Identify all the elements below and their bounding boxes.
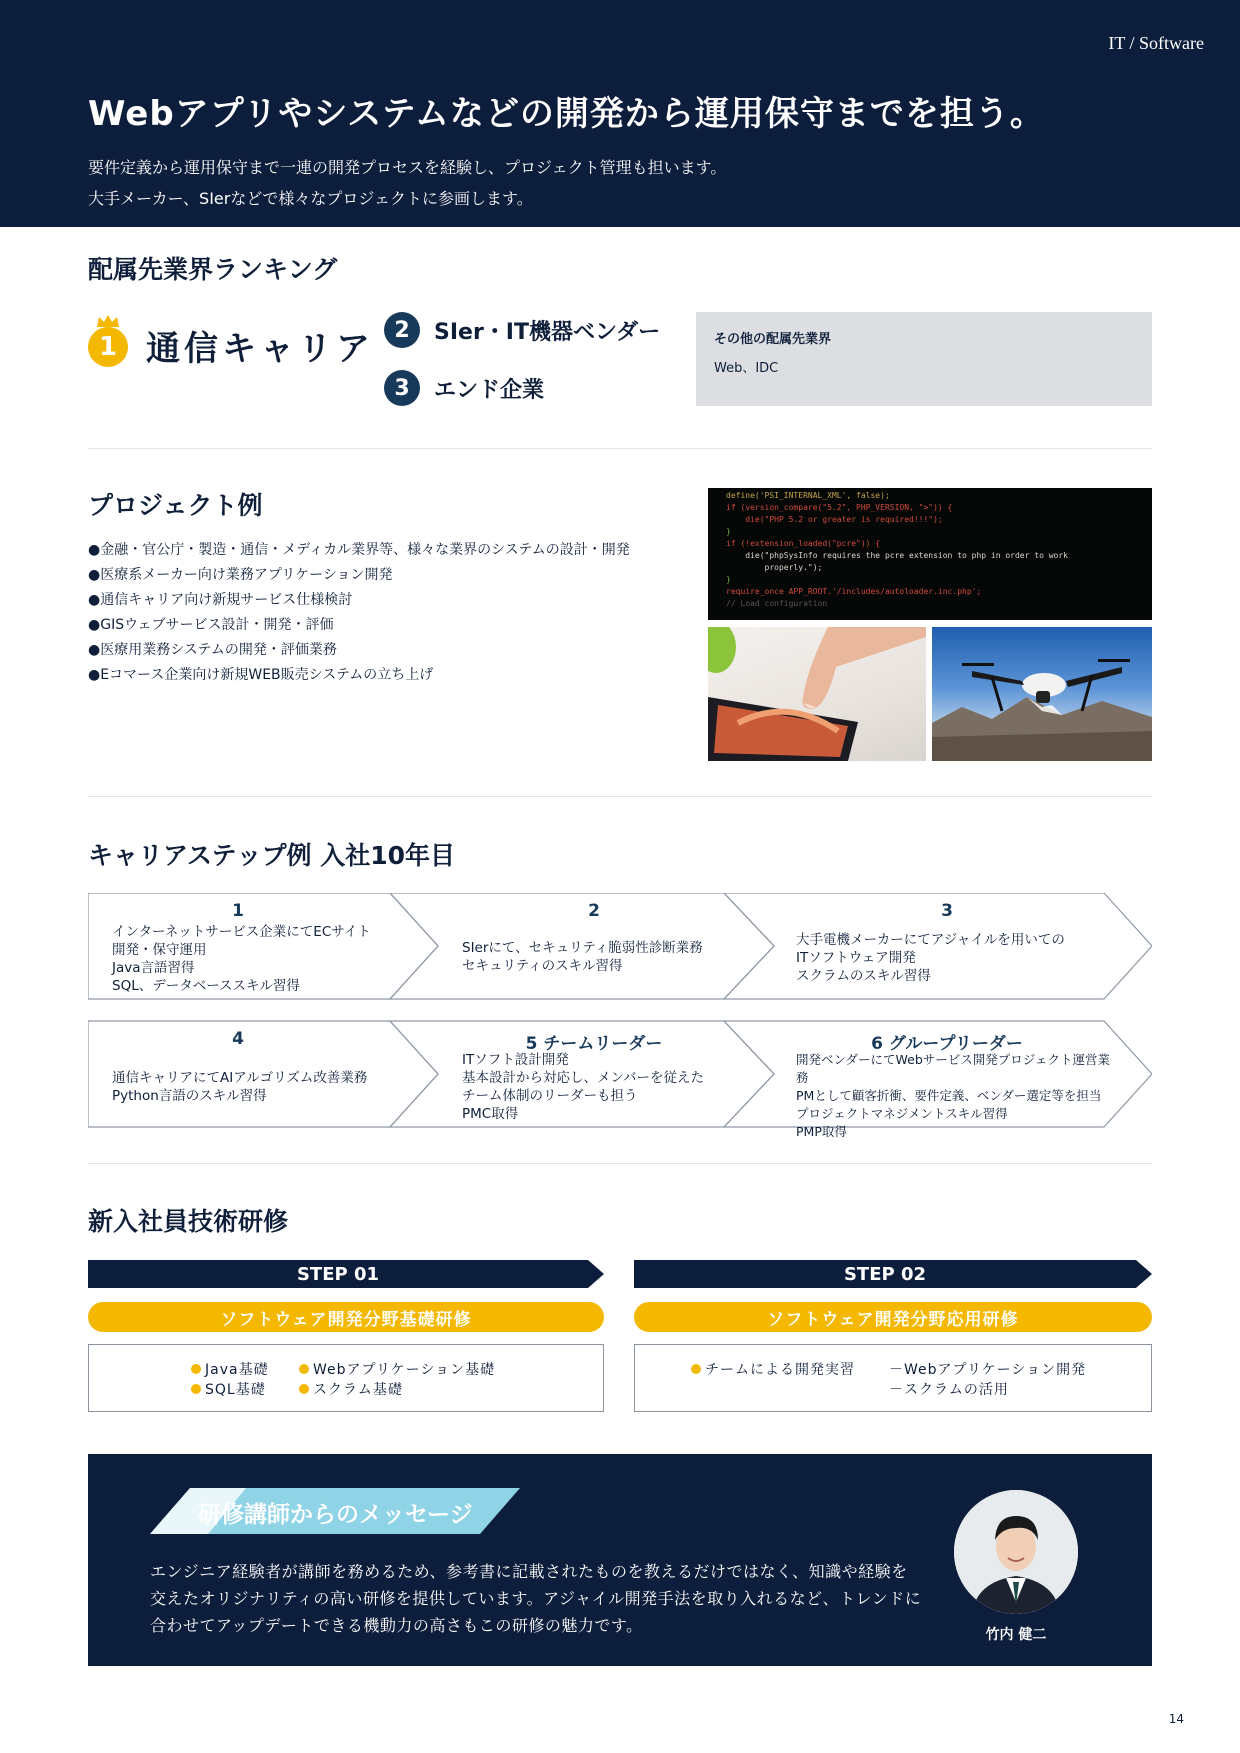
list-item: スクラム基礎 xyxy=(299,1380,495,1400)
career-step-line: ITソフト設計開発 xyxy=(462,1052,569,1068)
rank-three-label: エンド企業 xyxy=(434,377,545,403)
bullet-icon xyxy=(691,1364,701,1374)
code-line: require_once APP_ROOT.'/includes/autoloader.inc.php'; xyxy=(726,587,982,596)
career-step-number: 2 xyxy=(588,901,600,921)
list-item: ●通信キャリア向け新規サービス仕様検討 xyxy=(88,592,353,608)
career-step-number: 1 xyxy=(232,901,244,921)
career-step-line: PMP取得 xyxy=(796,1124,847,1139)
list-item: Webアプリケーション基礎 xyxy=(299,1360,495,1380)
training-title: 新入社員技術研修 xyxy=(88,1207,289,1236)
bullet-icon xyxy=(299,1384,309,1394)
list-item: Java基礎 xyxy=(191,1360,269,1380)
rank-first xyxy=(88,312,374,372)
code-photo xyxy=(708,488,1152,620)
rank-second xyxy=(384,312,660,348)
career-step-line: 基本設計から対応し、メンバーを従えた xyxy=(462,1070,705,1086)
career-step-text xyxy=(796,1051,1122,1141)
career-step-text xyxy=(462,1051,704,1123)
career-step-line: PMとして顧客折衝、要件定義、ベンダー選定等を担当 xyxy=(796,1088,1102,1103)
code-line: if (!extension_loaded("pcre")) { xyxy=(726,539,881,548)
career-step-number: 5 チームリーダー xyxy=(525,1034,663,1054)
list-item: －スクラムの活用 xyxy=(889,1382,1009,1398)
instructor-name: 竹内 健二 xyxy=(985,1627,1047,1643)
projects-title: プロジェクト例 xyxy=(88,491,263,520)
bullet-icon xyxy=(191,1384,201,1394)
career-step-line: Java言語習得 xyxy=(112,960,195,976)
lead-line: 大手メーカー、SIerなどで様々なプロジェクトに参画します。 xyxy=(88,189,533,208)
code-line: // Load configuration xyxy=(726,599,828,608)
list-item: －Webアプリケーション開発 xyxy=(889,1362,1087,1378)
career-step-line: 開発ベンダーにてWebサービス開発プロジェクト運営業務 xyxy=(796,1052,1111,1085)
rank-two-number: 2 xyxy=(384,312,420,348)
career-step xyxy=(438,893,750,999)
category-label: IT / Software xyxy=(1108,33,1204,53)
training-basic-title: ソフトウェア開発分野基礎研修 xyxy=(88,1302,604,1332)
career-step-line: インターネットサービス企業にてECサイト xyxy=(112,924,371,940)
message-line: 交えたオリジナリティの高い研修を提供しています。アジャイル開発手法を取り入れるなど、トレンドに xyxy=(150,1589,922,1608)
page-lead xyxy=(88,152,726,214)
instructor-message xyxy=(88,1454,1152,1666)
code-line: if (version_compare("5.2", PHP_VERSION, ">")) { xyxy=(726,503,953,512)
page-number: 14 xyxy=(1168,1712,1184,1726)
training-col xyxy=(691,1360,855,1380)
list-item: ●Eコマース企業向け新規WEB販売システムの立ち上げ xyxy=(88,667,434,683)
avatar xyxy=(954,1490,1078,1614)
career-step-number: 6 グループリーダー xyxy=(871,1034,1023,1054)
career-step xyxy=(772,893,1122,999)
list-item: SQL基礎 xyxy=(191,1380,269,1400)
message-line: 合わせてアップデートできる機動力の高さもこの研修の魅力です。 xyxy=(150,1616,643,1635)
career-step-number: 4 xyxy=(232,1029,244,1049)
code-line: } xyxy=(726,575,731,584)
instructor-portrait xyxy=(954,1490,1078,1614)
code-line: die("PHP 5.2 or greater is required!!!"); xyxy=(726,515,943,524)
step-01-label: STEP 01 xyxy=(296,1263,380,1285)
training-basic-box xyxy=(88,1344,604,1412)
training-advanced-box xyxy=(634,1344,1152,1412)
bullet-icon xyxy=(191,1364,201,1374)
training-col xyxy=(889,1360,1086,1400)
career-step xyxy=(772,1021,1122,1139)
lead-line: 要件定義から運用保守まで一連の開発プロセスを経験し、プロジェクト管理も担います。 xyxy=(88,158,727,177)
training-advanced-title: ソフトウェア開発分野応用研修 xyxy=(634,1302,1152,1332)
section-divider xyxy=(88,796,1152,797)
career-step-line: スクラムのスキル習得 xyxy=(796,968,931,984)
rank-two-label: SIer・IT機器ベンダー xyxy=(434,319,661,345)
code-line: properly."); xyxy=(726,563,823,572)
career-step-text xyxy=(462,939,703,975)
career-title: キャリアステップ例 入社10年目 xyxy=(88,841,455,870)
career-step-line: 通信キャリアにてAIアルゴリズム改善業務 xyxy=(112,1070,368,1086)
career-step-text xyxy=(112,1069,367,1105)
other-industries-value: Web、IDC xyxy=(714,361,779,376)
section-divider xyxy=(88,448,1152,449)
page-title: Webアプリやシステムなどの開発から運用保守までを担う。 xyxy=(88,94,1045,134)
drone-illustration xyxy=(932,627,1152,761)
code-line: } xyxy=(726,527,731,536)
career-step-line: セキュリティのスキル習得 xyxy=(462,958,623,974)
rank-third xyxy=(384,370,544,406)
list-item: ●金融・官公庁・製造・通信・メディカル業界等、様々な業界のシステムの設計・開発 xyxy=(88,542,630,558)
section-divider xyxy=(88,1163,1152,1164)
rank-one-badge xyxy=(88,322,128,362)
list-item: チームによる開発実習 xyxy=(691,1360,855,1380)
other-industries-title: その他の配属先業界 xyxy=(714,332,832,347)
crown-icon xyxy=(96,314,120,328)
career-step xyxy=(88,1021,388,1127)
rank-one-label: 通信キャリア xyxy=(146,328,374,369)
career-step xyxy=(88,893,388,999)
career-step-line: Python言語のスキル習得 xyxy=(112,1088,267,1104)
code-line: define('PSI_INTERNAL_XML', false); xyxy=(726,491,890,500)
career-step-line: 開発・保守運用 xyxy=(112,942,207,958)
bullet-icon xyxy=(299,1364,309,1374)
career-step xyxy=(438,1021,750,1127)
career-step-line: プロジェクトマネジメントスキル習得 xyxy=(796,1106,1008,1121)
career-step-text xyxy=(796,931,1065,985)
message-title: 研修講師からのメッセージ xyxy=(198,1502,473,1528)
career-step-line: 大手電機メーカーにてアジャイルを用いての xyxy=(796,932,1065,948)
list-item: ●GISウェブサービス設計・開発・評価 xyxy=(88,617,334,633)
career-step-line: PMC取得 xyxy=(462,1106,519,1122)
ranking-title: 配属先業界ランキング xyxy=(88,255,338,284)
message-body xyxy=(150,1558,921,1639)
career-step-line: チーム体制のリーダーも担う xyxy=(462,1088,638,1104)
step-02-label: STEP 02 xyxy=(843,1263,927,1285)
projects-list xyxy=(88,538,630,688)
drone-photo xyxy=(932,627,1152,761)
smartphone-illustration xyxy=(708,627,926,761)
message-line: エンジニア経験者が講師を務めるため、参考書に記載されたものを教えるだけではなく、知識や経験を xyxy=(150,1562,908,1581)
career-step-number: 3 xyxy=(941,901,953,921)
rank-one-number: 1 xyxy=(88,327,128,367)
page-header xyxy=(0,0,1240,227)
training-col xyxy=(191,1360,269,1400)
career-step-text xyxy=(112,923,371,995)
career-step-line: SQL、データベーススキル習得 xyxy=(112,978,300,994)
rank-three-number: 3 xyxy=(384,370,420,406)
smartphone-photo xyxy=(708,627,926,761)
training-col xyxy=(299,1360,495,1400)
career-step-line: ITソフトウェア開発 xyxy=(796,950,916,966)
career-step-line: SIerにて、セキュリティ脆弱性診断業務 xyxy=(462,940,703,956)
code-line: die("phpSysInfo requires the pcre extension to php in order to work xyxy=(726,551,1068,560)
list-item: ●医療系メーカー向け業務アプリケーション開発 xyxy=(88,567,393,583)
list-item: ●医療用業務システムの開発・評価業務 xyxy=(88,642,337,658)
other-industries-box xyxy=(696,312,1152,406)
